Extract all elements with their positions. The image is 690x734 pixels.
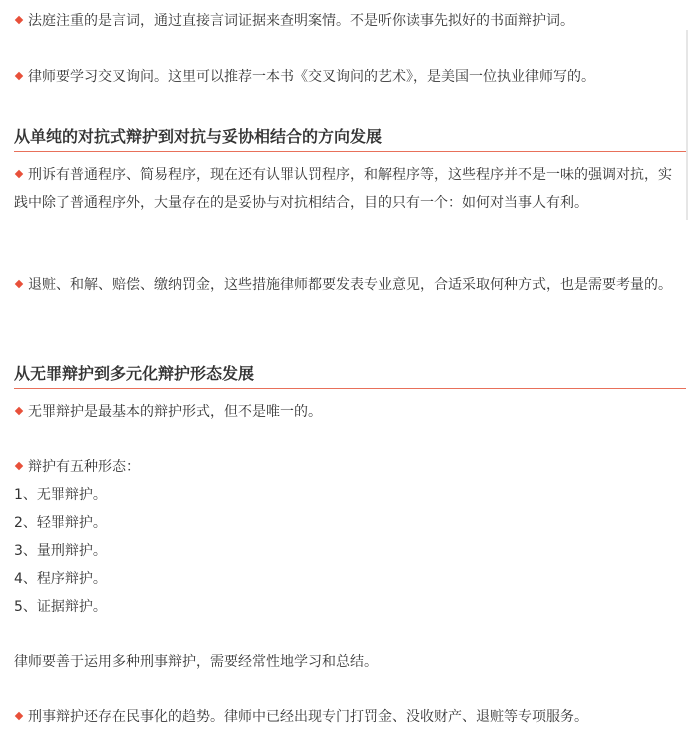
red-diamond-bullet-icon [15,712,23,720]
paragraph-text: 律师要学习交叉询问。这里可以推荐一本书《交叉询问的艺术》，是美国一位执业律师写的。 [28,69,595,85]
paragraph-text: 辩护有五种形态： [28,459,140,475]
paragraph-text: 刑事辩护还存在民事化的趋势。律师中已经出现专门打罚金、没收财产、退赃等专项服务。 [28,709,588,725]
list-item: 5、证据辩护。 [14,599,107,615]
paragraph-five-forms [14,453,682,481]
paragraph-learning [14,648,682,676]
list-item: 4、程序辩护。 [14,571,107,587]
paragraph-restitution [14,271,682,299]
paragraph-cross-examination [14,63,682,91]
section-heading-diversified-defense: 从无罪辩护到多元化辩护形态发展 [14,361,686,389]
paragraph-text: 律师要善于运用多种刑事辩护，需要经常性地学习和总结。 [14,654,378,670]
paragraph-text: 退赃、和解、赔偿、缴纳罚金，这些措施律师都要发表专业意见，合适采取何种方式，也是需要考量的。 [28,277,672,293]
list-item: 2、轻罪辩护。 [14,515,107,531]
section-heading-confrontation-compromise: 从单纯的对抗式辩护到对抗与妥协相结合的方向发展 [14,124,686,152]
red-diamond-bullet-icon [15,72,23,80]
paragraph-oral-evidence [14,7,682,35]
paragraph-text: 刑诉有普通程序、简易程序，现在还有认罪认罚程序，和解程序等，这些程序并不是一味的强调对抗，实践中除了普通程序外，大量存在的是妥协与对抗相结合，目的只有一个：如何对当事人有利。 [14,167,672,211]
list-item: 1、无罪辩护。 [14,487,107,503]
red-diamond-bullet-icon [15,462,23,470]
red-diamond-bullet-icon [15,16,23,24]
scrollbar[interactable] [686,30,688,220]
paragraph-text: 法庭注重的是言词，通过直接言词证据来查明案情。不是听你读事先拟好的书面辩护词。 [28,13,574,29]
red-diamond-bullet-icon [15,407,23,415]
paragraph-procedures [14,161,682,217]
paragraph-civil-trend [14,703,682,731]
red-diamond-bullet-icon [15,170,23,178]
paragraph-text: 无罪辩护是最基本的辩护形式，但不是唯一的。 [28,404,322,420]
red-diamond-bullet-icon [15,280,23,288]
list-item: 3、量刑辩护。 [14,543,107,559]
paragraph-not-guilty-defense [14,398,682,426]
